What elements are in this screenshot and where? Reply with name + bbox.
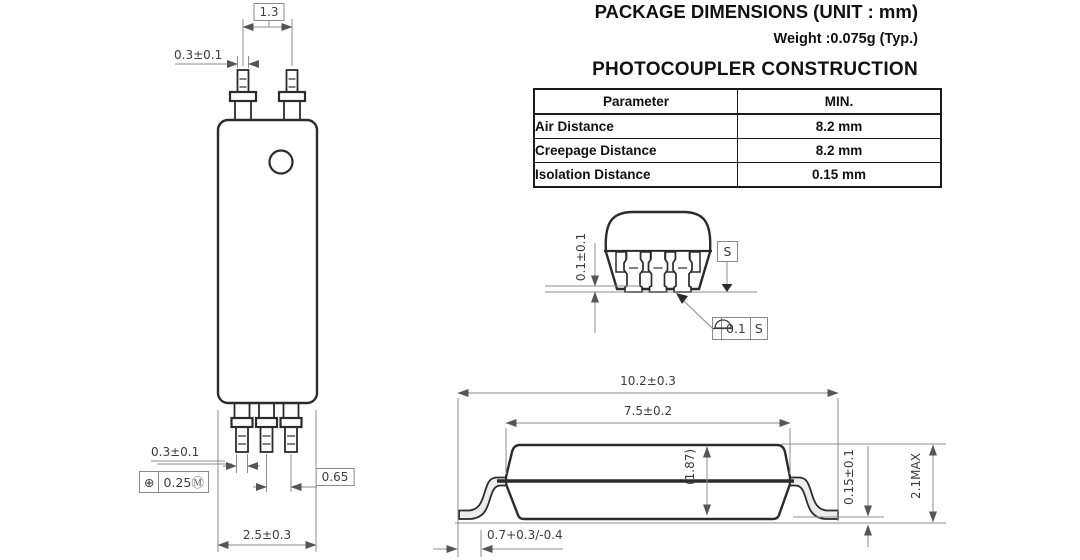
dim-standoff: 0.15±0.1 xyxy=(842,449,856,505)
dim-lead-width-bottom: 0.3±0.1 xyxy=(151,445,200,459)
cell-min: 8.2 mm xyxy=(738,114,942,139)
dim-lead-pitch: 0.65 xyxy=(316,468,355,486)
table-row xyxy=(534,139,941,163)
col-header-parameter: Parameter xyxy=(534,89,738,114)
dim-body-width: 2.5±0.3 xyxy=(242,528,292,542)
cell-parameter: Creepage Distance xyxy=(534,139,738,163)
dim-lead-width-top: 0.3±0.1 xyxy=(174,48,223,62)
construction-title: PHOTOCOUPLER CONSTRUCTION xyxy=(592,59,918,80)
dim-tip-clearance: 0.1±0.1 xyxy=(574,232,588,282)
table-row xyxy=(534,163,941,188)
table-header-row xyxy=(534,89,941,114)
cell-min: 8.2 mm xyxy=(738,139,942,163)
page-title: PACKAGE DIMENSIONS (UNIT : mm) xyxy=(594,1,918,22)
cell-parameter: Air Distance xyxy=(534,114,738,139)
dim-foot-length: 0.7+0.3/-0.4 xyxy=(487,528,563,542)
dim-overall-length: 10.2±0.3 xyxy=(620,374,676,388)
seating-tolerance-datum: S xyxy=(750,318,767,339)
tolerance-value: 0.25 xyxy=(163,474,192,490)
cell-parameter: Isolation Distance xyxy=(534,163,738,188)
datum-triangle-icon xyxy=(722,284,733,292)
construction-table xyxy=(533,88,942,188)
dim-lead-span: 1.3 xyxy=(253,3,284,21)
dim-body-length: 7.5±0.2 xyxy=(623,404,673,418)
seating-plane-icon xyxy=(713,318,721,339)
col-header-min: MIN. xyxy=(738,89,942,114)
table-row xyxy=(534,114,941,139)
position-tolerance-frame xyxy=(139,471,209,493)
weight-note: Weight :0.075g (Typ.) xyxy=(773,31,918,47)
datum-s-box: S xyxy=(717,241,738,262)
seating-plane-tolerance-frame xyxy=(712,317,768,340)
position-tolerance-value xyxy=(158,472,207,492)
position-symbol-icon: ⊕ xyxy=(144,474,155,490)
cell-min: 0.15 mm xyxy=(738,163,942,188)
dim-overall-height: 2.1MAX xyxy=(909,453,923,499)
seating-arrow-icon xyxy=(676,293,688,304)
dim-body-height: (1.87) xyxy=(683,448,697,486)
seating-tolerance-value: 0.1 xyxy=(721,318,750,339)
mmc-modifier-icon: Ⓜ xyxy=(191,475,204,490)
